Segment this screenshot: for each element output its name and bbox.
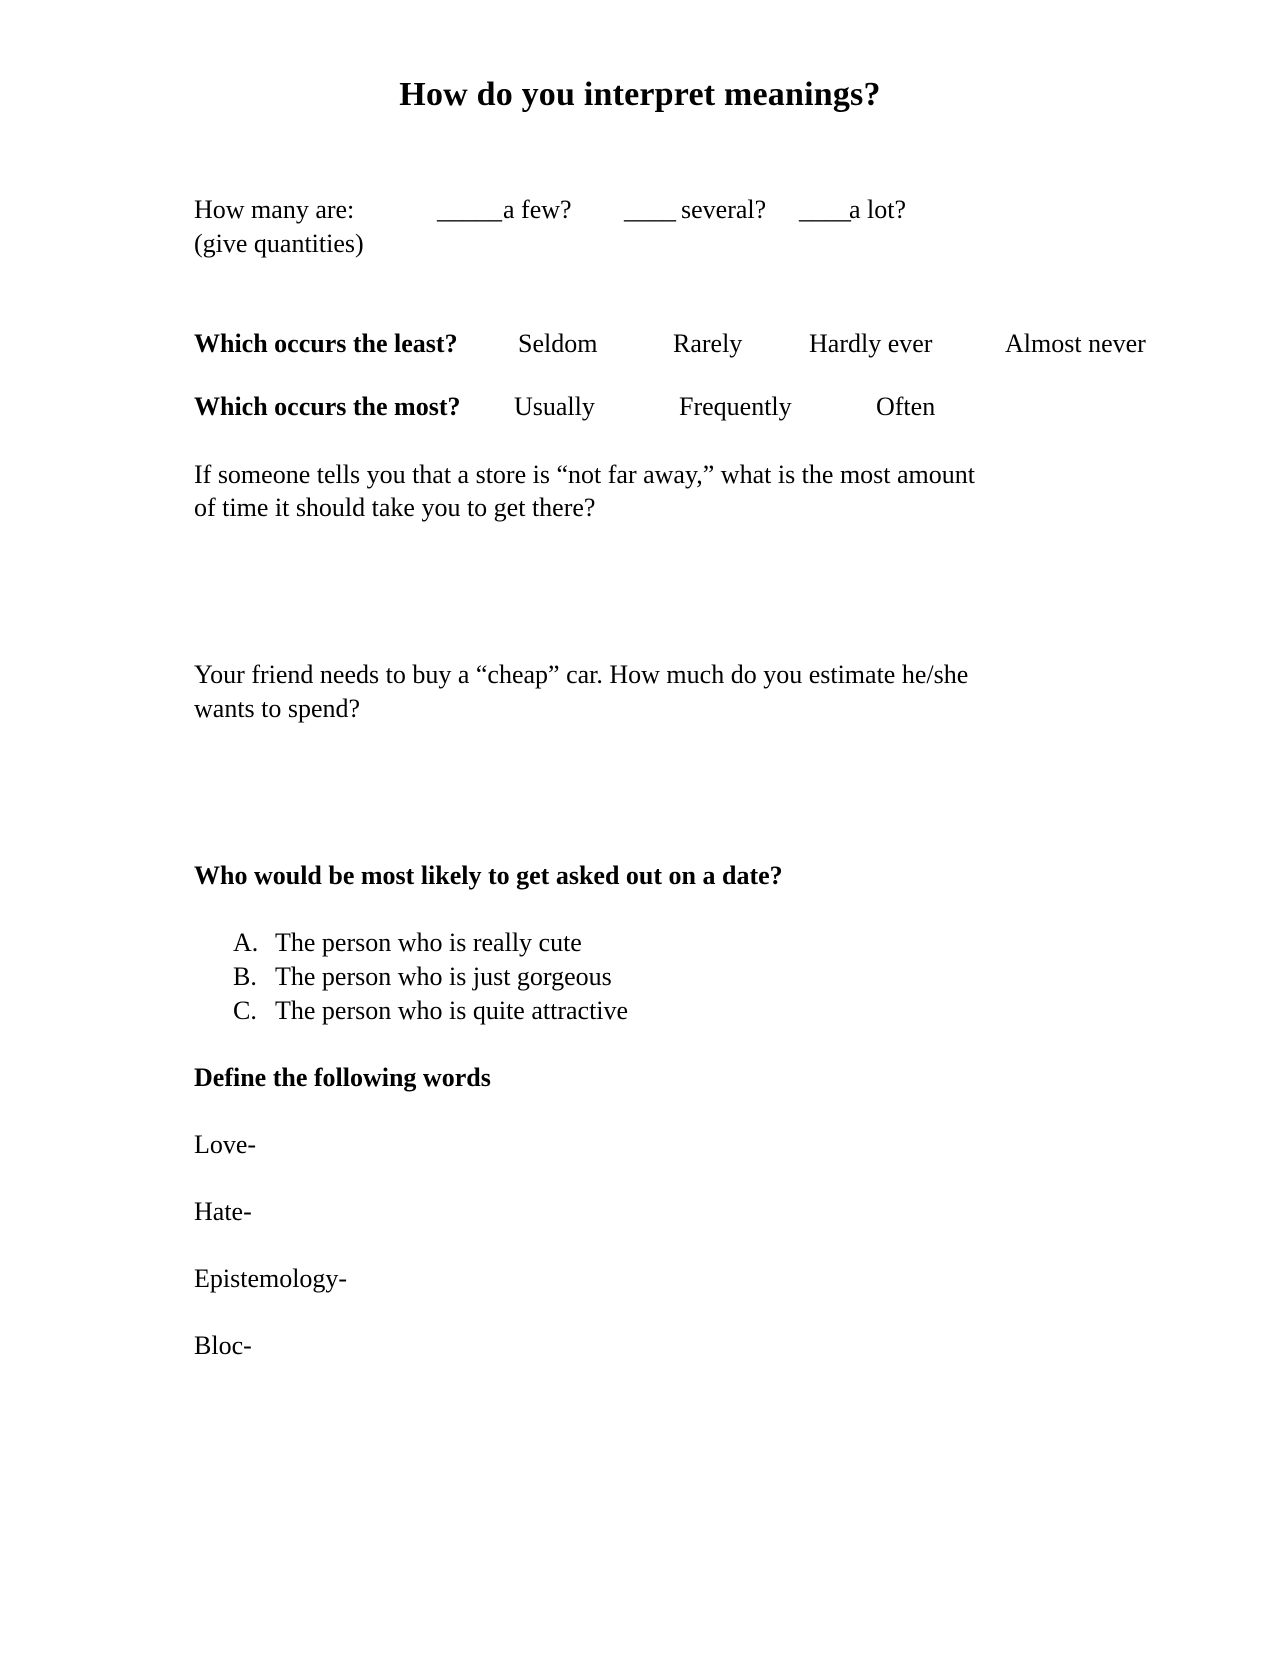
least-option-rarely[interactable]: Rarely [673, 329, 743, 358]
least-option-hardly-ever[interactable]: Hardly ever [809, 329, 933, 358]
car-question-line2: wants to spend? [194, 694, 361, 723]
option-text: The person who is just gorgeous [275, 962, 612, 991]
car-question-line1: Your friend needs to buy a “cheap” car. How much do you estimate he/she [194, 660, 969, 689]
most-question: Which occurs the most? [194, 392, 461, 421]
most-option-often[interactable]: Often [876, 392, 936, 421]
label-a-few: a few? [503, 195, 572, 224]
date-option-b[interactable] [233, 960, 612, 994]
option-text: The person who is quite attractive [275, 996, 629, 1025]
option-text: The person who is really cute [275, 928, 582, 957]
store-question-line2: of time it should take you to get there? [194, 493, 596, 522]
date-option-a[interactable] [233, 926, 582, 960]
most-option-usually[interactable]: Usually [514, 392, 595, 421]
page-title: How do you interpret meanings? [399, 76, 881, 113]
least-option-seldom[interactable]: Seldom [518, 329, 598, 358]
date-question: Who would be most likely to get asked out on a date? [194, 861, 783, 890]
date-option-c[interactable] [233, 994, 628, 1028]
blank-a-few[interactable]: _____ [437, 195, 502, 224]
blank-several[interactable]: ____ [624, 195, 676, 224]
least-option-almost-never[interactable]: Almost never [1005, 329, 1146, 358]
label-several: several? [681, 195, 767, 224]
blank-a-lot[interactable]: ____ [799, 195, 851, 224]
label-a-lot: a lot? [849, 195, 907, 224]
word-epistemology: Epistemology- [194, 1264, 348, 1293]
quantities-prompt: How many are: [194, 195, 355, 224]
option-marker: B. [233, 962, 257, 991]
store-question-line1: If someone tells you that a store is “not far away,” what is the most amount [194, 460, 976, 489]
option-marker: A. [233, 928, 259, 957]
least-question: Which occurs the least? [194, 329, 458, 358]
quantities-subprompt: (give quantities) [194, 229, 364, 258]
option-marker: C. [233, 996, 257, 1025]
word-bloc: Bloc- [194, 1331, 252, 1360]
word-hate: Hate- [194, 1197, 252, 1226]
define-heading: Define the following words [194, 1063, 491, 1092]
word-love: Love- [194, 1130, 257, 1159]
most-option-frequently[interactable]: Frequently [679, 392, 792, 421]
